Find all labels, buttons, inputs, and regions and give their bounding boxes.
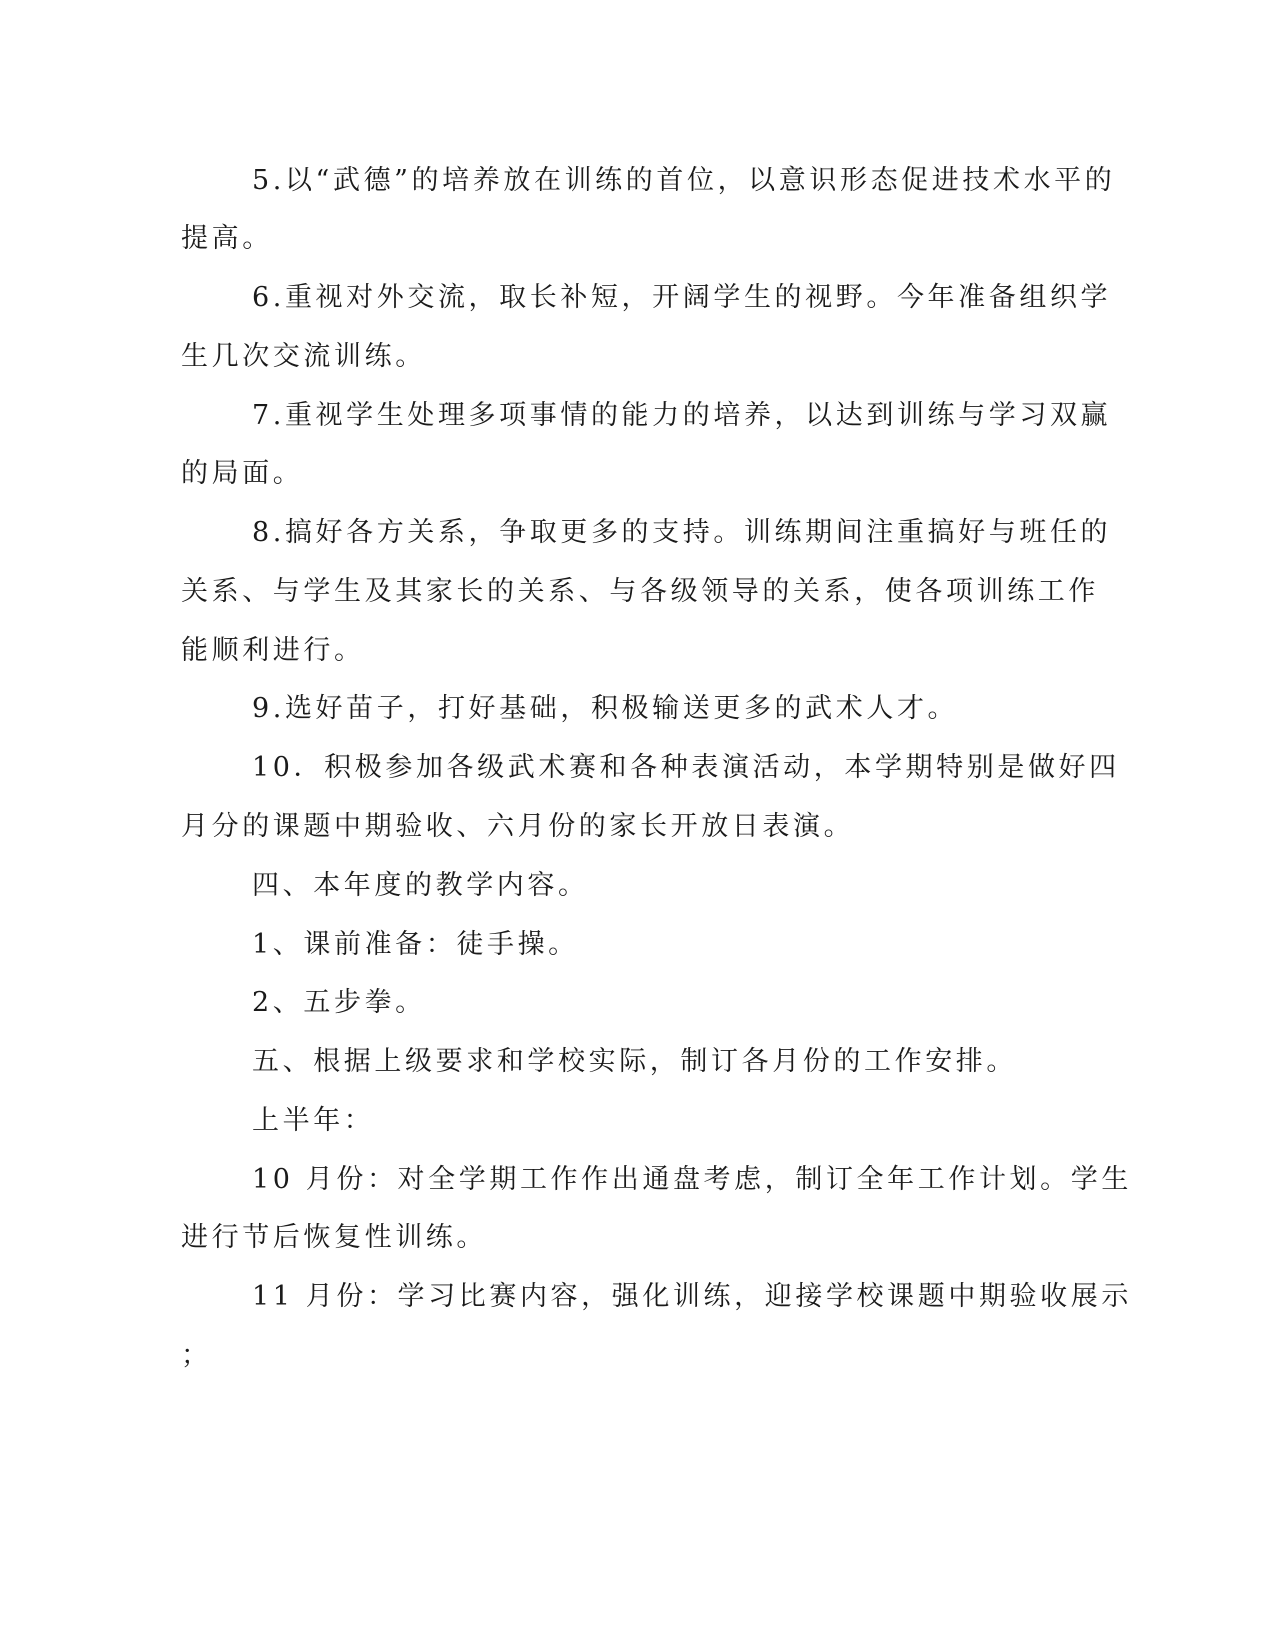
paragraph-8-line-2: 关系、与学生及其家长的关系、与各级领导的关系，使各项训练工作 bbox=[181, 576, 1099, 607]
paragraph-8-line-1: 8.搞好各方关系，争取更多的支持。训练期间注重搞好与班任的 bbox=[252, 517, 1112, 548]
paragraph-7-line-2: 的局面。 bbox=[181, 458, 304, 489]
section-heading-5: 五、根据上级要求和学校实际，制订各月份的工作安排。 bbox=[252, 1046, 1017, 1077]
paragraph-5-line-2: 提高。 bbox=[181, 223, 273, 254]
paragraph-7-line-1: 7.重视学生处理多项事情的能力的培养，以达到训练与学习双赢 bbox=[252, 400, 1112, 431]
paragraph-9: 9.选好苗子，打好基础，积极输送更多的武术人才。 bbox=[252, 693, 959, 724]
november-line-2: ； bbox=[181, 1340, 212, 1371]
paragraph-10-line-2: 月分的课题中期验收、六月份的家长开放日表演。 bbox=[181, 811, 855, 842]
october-line-2: 进行节后恢复性训练。 bbox=[181, 1222, 487, 1253]
paragraph-6-line-2: 生几次交流训练。 bbox=[181, 341, 426, 372]
section-heading-4: 四、本年度的教学内容。 bbox=[252, 870, 589, 901]
paragraph-8-line-3: 能顺利进行。 bbox=[181, 635, 365, 666]
list-item-1: 1、课前准备：徒手操。 bbox=[252, 929, 579, 960]
paragraph-6-line-1: 6.重视对外交流，取长补短，开阔学生的视野。今年准备组织学 bbox=[252, 282, 1112, 313]
subheading-first-half: 上半年： bbox=[252, 1105, 375, 1136]
november-line-1: 11 月份：学习比赛内容，强化训练，迎接学校课题中期验收展示 bbox=[252, 1281, 1132, 1312]
paragraph-10-line-1: 10．积极参加各级武术赛和各种表演活动，本学期特别是做好四 bbox=[252, 752, 1120, 783]
paragraph-5-line-1: 5.以“武德”的培养放在训练的首位，以意识形态促进技术水平的 bbox=[252, 165, 1116, 196]
list-item-2: 2、五步拳。 bbox=[252, 987, 426, 1018]
october-line-1: 10 月份：对全学期工作作出通盘考虑，制订全年工作计划。学生 bbox=[252, 1164, 1132, 1195]
